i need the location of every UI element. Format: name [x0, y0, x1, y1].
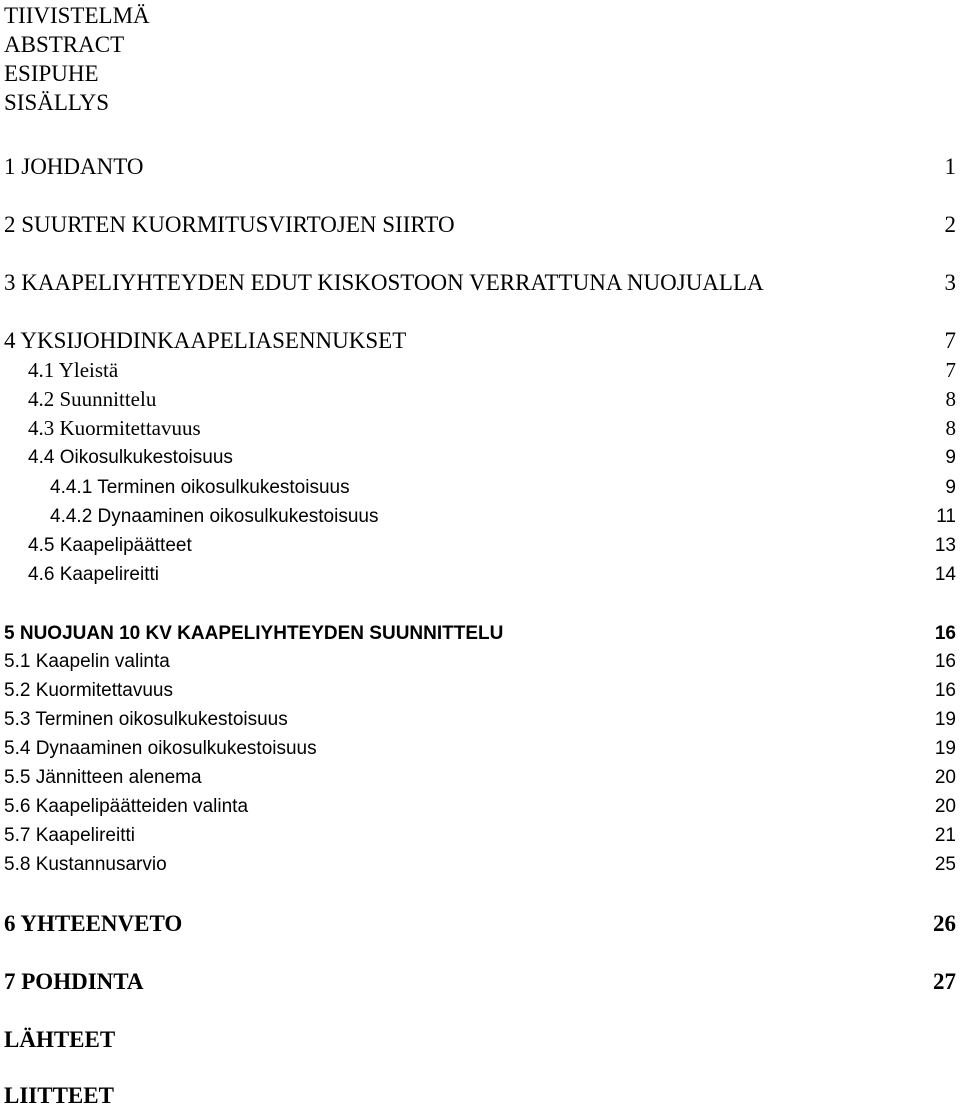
toc-title: 4.5 Kaapelipäätteet — [28, 535, 192, 556]
toc-entry-3 — [4, 269, 956, 297]
toc-page: 2 — [944, 212, 956, 237]
toc-entry-4-6 — [4, 561, 956, 589]
toc-page: 19 — [934, 738, 956, 759]
toc-page: 13 — [934, 535, 956, 556]
toc-title: 5.3 Terminen oikosulkukestoisuus — [4, 709, 288, 730]
toc-page: 7 — [945, 358, 956, 382]
front-matter-tiivistelma — [4, 2, 956, 30]
toc-page: 8 — [945, 387, 956, 411]
toc-entry-4 — [4, 327, 956, 355]
toc-title: SISÄLLYS — [4, 90, 110, 115]
toc-title: 5.2 Kuormitettavuus — [4, 680, 173, 701]
toc-title: 4.3 Kuormitettavuus — [28, 416, 201, 440]
toc-title: 4.4 Oikosulkukestoisuus — [28, 447, 233, 468]
toc-title: 5.8 Kustannusarvio — [4, 854, 167, 875]
toc-entry-5-8 — [4, 851, 956, 879]
toc-title: 7 POHDINTA — [4, 969, 144, 994]
toc-page: 16 — [934, 680, 956, 701]
toc-page: 20 — [934, 767, 956, 788]
toc-entry-5-2 — [4, 677, 956, 705]
toc-page: 16 — [934, 623, 956, 644]
toc-title: ABSTRACT — [4, 32, 125, 57]
front-matter-abstract — [4, 31, 956, 59]
toc-page: 9 — [945, 447, 956, 468]
toc-page: 9 — [945, 477, 956, 498]
toc-page: 21 — [934, 825, 956, 846]
toc-title: 2 SUURTEN KUORMITUSVIRTOJEN SIIRTO — [4, 212, 455, 237]
toc-entry-2 — [4, 211, 956, 239]
toc-page: 1 — [944, 154, 956, 179]
toc-title: 4.4.1 Terminen oikosulkukestoisuus — [50, 477, 350, 498]
toc-title: 1 JOHDANTO — [4, 154, 144, 179]
toc-page: 20 — [934, 796, 956, 817]
toc-title: 5.1 Kaapelin valinta — [4, 651, 170, 672]
toc-page: 16 — [934, 651, 956, 672]
toc-entry-5-6 — [4, 793, 956, 821]
toc-entry-4-4 — [4, 444, 956, 472]
toc-title: 4.1 Yleistä — [28, 358, 119, 382]
toc-title: 4.4.2 Dynaaminen oikosulkukestoisuus — [50, 506, 379, 527]
front-matter-sisallys — [4, 89, 956, 117]
front-matter-esipuhe — [4, 60, 956, 88]
toc-title: 6 YHTEENVETO — [4, 911, 183, 936]
toc-entry-4-1 — [4, 356, 956, 384]
toc-page: 8 — [945, 416, 956, 440]
toc-entry-6 — [4, 910, 956, 938]
toc-entry-liitteet — [4, 1082, 956, 1110]
toc-entry-7 — [4, 968, 956, 996]
toc-page: 3 — [944, 270, 956, 295]
toc-entry-4-4-2 — [4, 503, 956, 531]
toc-title: 5.4 Dynaaminen oikosulkukestoisuus — [4, 738, 317, 759]
toc-title: TIIVISTELMÄ — [4, 3, 150, 28]
toc-page: 26 — [933, 911, 956, 936]
toc-title: 5 NUOJUAN 10 KV KAAPELIYHTEYDEN SUUNNITTELU — [4, 623, 504, 644]
toc-entry-1 — [4, 153, 956, 181]
toc-title: 5.6 Kaapelipäätteiden valinta — [4, 796, 249, 817]
toc-title: LIITTEET — [4, 1083, 114, 1108]
toc-entry-5-4 — [4, 735, 956, 763]
toc-entry-5-7 — [4, 822, 956, 850]
toc-title: 4 YKSIJOHDINKAAPELIASENNUKSET — [4, 328, 407, 353]
toc-entry-5-1 — [4, 648, 956, 676]
toc-title: LÄHTEET — [4, 1027, 116, 1052]
toc-entry-5-3 — [4, 706, 956, 734]
toc-entry-5-5 — [4, 764, 956, 792]
toc-title: 4.2 Suunnittelu — [28, 387, 157, 411]
toc-entry-4-4-1 — [4, 474, 956, 502]
toc-page: 7 — [944, 328, 956, 353]
toc-page: 27 — [933, 969, 956, 994]
toc-page: 25 — [934, 854, 956, 875]
toc-page: 14 — [934, 564, 956, 585]
toc-title: 5.7 Kaapelireitti — [4, 825, 135, 846]
toc-title: 4.6 Kaapelireitti — [28, 564, 159, 585]
toc-entry-5 — [4, 620, 956, 648]
toc-entry-lahteet — [4, 1026, 956, 1054]
toc-entry-4-2 — [4, 385, 956, 413]
toc-page: 11 — [936, 506, 956, 527]
toc-title: 3 KAAPELIYHTEYDEN EDUT KISKOSTOON VERRATTUNA NUOJUALLA — [4, 270, 764, 295]
toc-title: ESIPUHE — [4, 61, 99, 86]
toc-title: 5.5 Jännitteen alenema — [4, 767, 202, 788]
toc-page: 19 — [934, 709, 956, 730]
toc-entry-4-5 — [4, 532, 956, 560]
toc-entry-4-3 — [4, 414, 956, 442]
